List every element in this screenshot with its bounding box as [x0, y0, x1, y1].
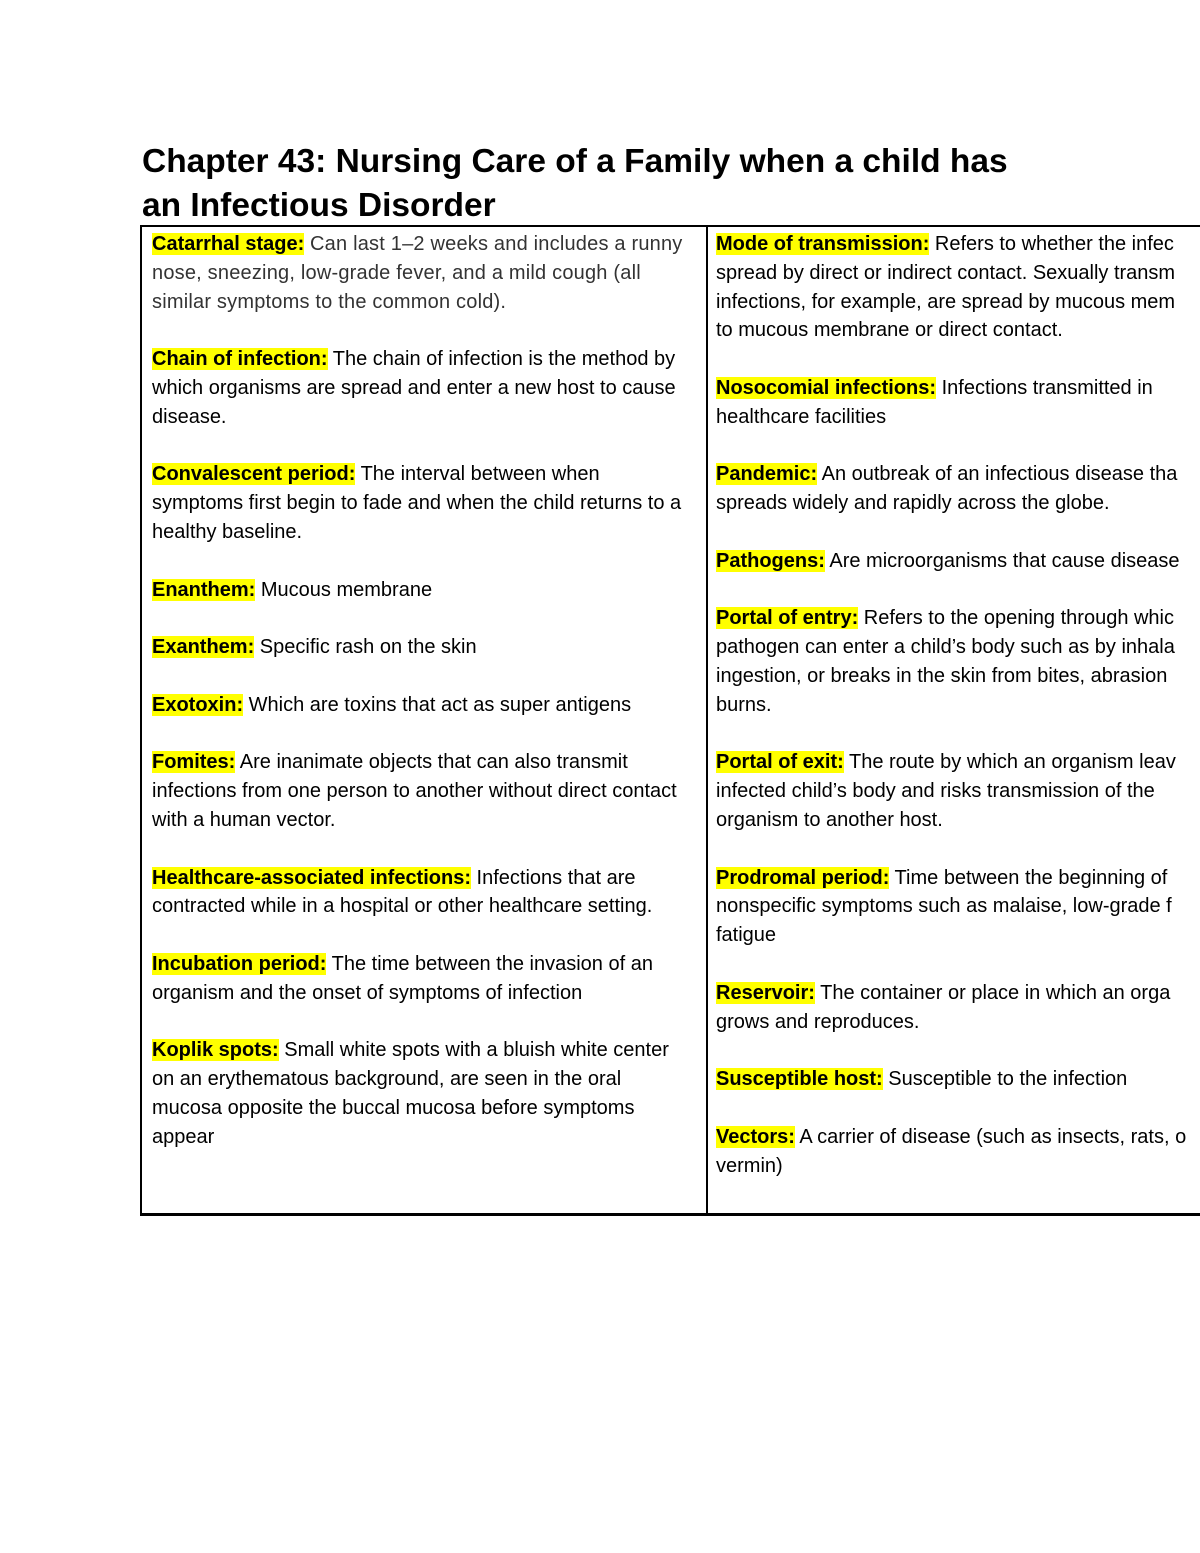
glossary-definition-line: healthcare facilities — [716, 405, 887, 428]
glossary-term: Pathogens: — [716, 549, 825, 572]
glossary-term: Chain of infection: — [152, 348, 328, 371]
glossary-term: Convalescent period: — [152, 463, 356, 486]
glossary-definition-line: spreads widely and rapidly across the globe. — [716, 492, 1110, 515]
glossary-entry-nosocomial-infections — [716, 374, 1200, 432]
column-divider — [706, 227, 708, 1213]
glossary-term: Pandemic: — [716, 463, 818, 486]
glossary-definition-line: nonspecific symptoms such as malaise, low-grade f — [716, 895, 1172, 918]
glossary-definition: Specific rash on the skin — [254, 636, 477, 659]
glossary-term: Nosocomial infections: — [716, 376, 937, 399]
glossary-entry-susceptible-host — [716, 1065, 1200, 1094]
glossary-definition-line: Infections transmitted in — [936, 376, 1153, 399]
glossary-term: Vectors: — [716, 1125, 795, 1148]
glossary-definition-line: infected child’s body and risks transmission of the — [716, 780, 1155, 803]
glossary-definition-line: ingestion, or breaks in the skin from bites, abrasion — [716, 664, 1168, 687]
glossary-entry-healthcare-associated-infections — [152, 864, 692, 922]
glossary-definition-line: to mucous membrane or direct contact. — [716, 319, 1063, 342]
glossary-definition-line: fatigue — [716, 924, 777, 947]
glossary-entry-catarrhal-stage — [152, 230, 692, 316]
glossary-entry-fomites — [152, 748, 692, 834]
glossary-definition-line: burns. — [716, 693, 772, 716]
glossary-term: Portal of entry: — [716, 607, 859, 630]
glossary-definition-line: Refers to whether the infec — [929, 233, 1174, 255]
glossary-entry-exotoxin — [152, 691, 692, 720]
glossary-definition-line: Refers to the opening through whic — [858, 607, 1175, 630]
glossary-definition: Infections that are contracted while in a hospital or other healthcare setting. — [152, 866, 653, 918]
glossary-definition-line: The container or place in which an orga — [814, 981, 1171, 1004]
glossary-entry-portal-of-exit — [716, 748, 1200, 834]
glossary-definition: Can last 1–2 weeks and includes a runny nose, sneezing, low-grade fever, and a mild cough (all similar symptoms to the common cold). — [152, 233, 683, 313]
glossary-definition: The time between the invasion of an organism and the onset of symptoms of infection — [152, 952, 653, 1004]
glossary-entry-reservoir — [716, 979, 1200, 1037]
glossary-term: Mode of transmission: — [716, 233, 930, 255]
glossary-entry-vectors — [716, 1123, 1200, 1181]
glossary-definition-line: spread by direct or indirect contact. Sexually transm — [716, 261, 1176, 284]
glossary-term: Portal of exit: — [716, 751, 844, 774]
glossary-definition-line: Time between the beginning of — [889, 866, 1168, 889]
glossary-right-column — [716, 230, 1200, 1209]
glossary-definition: Small white spots with a bluish white center on an erythematous background, are seen in the oral mucosa opposite the buccal mucosa before symptoms appear — [152, 1039, 669, 1148]
glossary-entry-chain-of-infection — [152, 345, 692, 431]
glossary-term: Koplik spots: — [152, 1039, 279, 1062]
glossary-entry-pathogens — [716, 547, 1200, 576]
glossary-term: Incubation period: — [152, 952, 327, 975]
glossary-entry-convalescent-period — [152, 460, 692, 546]
glossary-term: Reservoir: — [716, 981, 815, 1004]
glossary-definition-line: Are microorganisms that cause disease — [824, 549, 1180, 572]
glossary-definition-line: An outbreak of an infectious disease tha — [817, 463, 1178, 486]
glossary-definition-line: Susceptible to the infection — [882, 1068, 1128, 1091]
glossary-definition-line: A carrier of disease (such as insects, rats, o — [794, 1125, 1187, 1148]
glossary-definition-line: pathogen can enter a child’s body such as by inhala — [716, 636, 1175, 659]
glossary-term: Exotoxin: — [152, 693, 244, 716]
glossary-entry-koplik-spots — [152, 1036, 692, 1151]
glossary-entry-incubation-period — [152, 950, 692, 1008]
glossary-term: Prodromal period: — [716, 866, 890, 889]
glossary-definition-line: The route by which an organism leav — [843, 751, 1176, 774]
glossary-term: Exanthem: — [152, 636, 255, 659]
glossary-definition-line: infections, for example, are spread by mucous mem — [716, 290, 1176, 313]
glossary-definition-line: organism to another host. — [716, 808, 943, 831]
glossary-entry-pandemic — [716, 460, 1200, 518]
glossary-left-column — [152, 230, 692, 1180]
glossary-definition: Which are toxins that act as super antigens — [243, 693, 632, 716]
glossary-entry-prodromal-period — [716, 864, 1200, 950]
glossary-entry-portal-of-entry — [716, 604, 1200, 719]
glossary-definition-line: grows and reproduces. — [716, 1010, 920, 1033]
glossary-term: Enanthem: — [152, 578, 256, 601]
page-title: Chapter 43: Nursing Care of a Family when a child has an Infectious Disorder — [142, 143, 1008, 224]
glossary-definition: Mucous membrane — [255, 578, 433, 601]
glossary-entry-exanthem — [152, 633, 692, 662]
glossary-entry-mode-of-transmission — [716, 230, 1200, 345]
glossary-definition: The chain of infection is the method by which organisms are spread and enter a new host to cause disease. — [152, 348, 676, 428]
glossary-definition: The interval between when symptoms first begin to fade and when the child returns to a healthy baseline. — [152, 463, 682, 543]
glossary-definition: Are inanimate objects that can also transmit infections from one person to another without direct contact with a human vector. — [152, 751, 677, 831]
glossary-definition-line: vermin) — [716, 1154, 783, 1177]
glossary-term: Catarrhal stage: — [152, 233, 305, 255]
glossary-term: Susceptible host: — [716, 1068, 883, 1091]
glossary-term: Fomites: — [152, 751, 236, 774]
glossary-entry-enanthem — [152, 576, 692, 605]
glossary-table — [140, 225, 1200, 1216]
glossary-term: Healthcare-associated infections: — [152, 866, 471, 889]
